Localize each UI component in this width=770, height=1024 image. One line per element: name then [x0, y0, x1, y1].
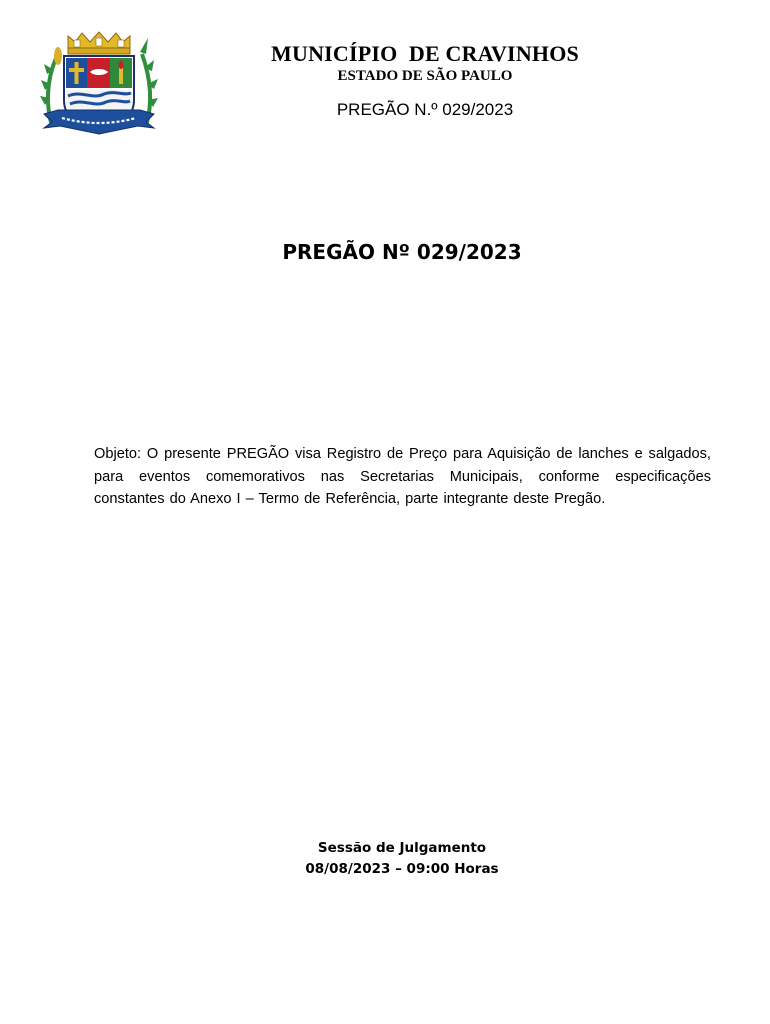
session-info	[0, 838, 770, 880]
state-name: ESTADO DE SÃO PAULO	[337, 68, 513, 84]
pregao-reference: PREGÃO N.º 029/2023	[336, 100, 514, 119]
document-title: PREGÃO Nº 029/2023	[282, 240, 522, 264]
municipality-name: MUNICÍPIO DE CRAVINHOS	[271, 41, 579, 66]
coat-of-arms-logo	[38, 30, 160, 140]
objeto-paragraph: Objeto: O presente PREGÃO visa Registro de Preço para Aquisição de lanches e salgados, para eventos comemorativos nas Secretarias Municipais, conforme especificações constantes do Anexo I – Termo de Referência, parte integrante deste Pregão.	[94, 446, 711, 507]
coat-of-arms-icon	[38, 30, 160, 140]
session-label: Sessão de Julgamento	[317, 840, 487, 856]
session-datetime: 08/08/2023 – 09:00 Horas	[305, 861, 499, 877]
document-header	[215, 42, 635, 120]
